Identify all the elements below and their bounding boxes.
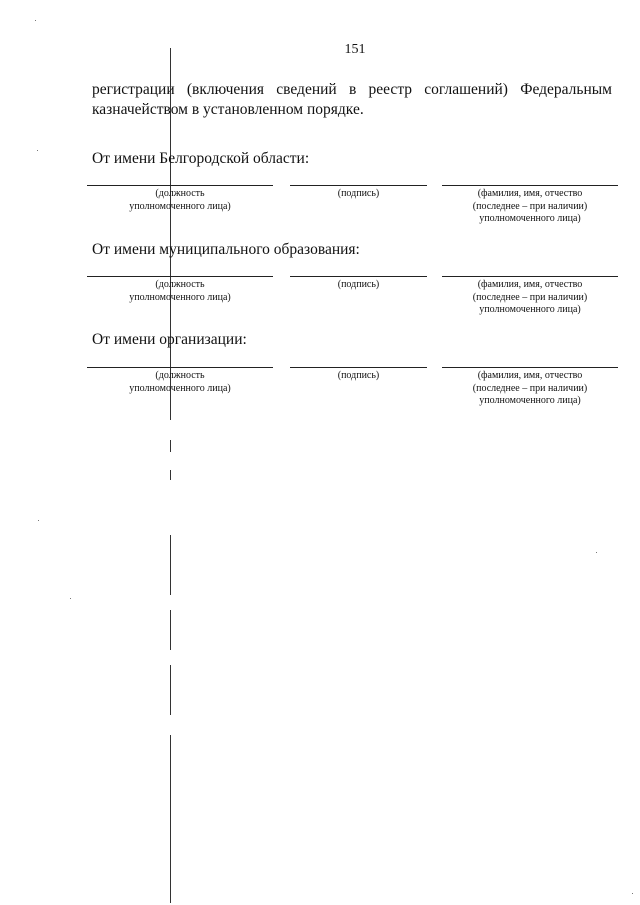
position-line <box>87 367 273 368</box>
signature-line <box>290 185 427 186</box>
caption-line: (подпись) <box>337 370 380 381</box>
position-caption <box>87 188 273 213</box>
scan-speck <box>632 893 633 894</box>
name-caption <box>442 188 618 226</box>
caption-line: (фамилия, имя, отчество <box>477 279 583 290</box>
signature-caption <box>290 370 427 383</box>
name-line <box>442 276 618 277</box>
caption-line: (фамилия, имя, отчество <box>477 188 583 199</box>
name-line <box>442 367 618 368</box>
caption-line: уполномоченного лица) <box>479 213 581 224</box>
caption-line: уполномоченного лица) <box>129 382 231 394</box>
caption-line: (последнее – при наличии) <box>472 291 588 303</box>
scan-speck <box>37 150 38 151</box>
position-line <box>87 276 273 277</box>
signature-caption <box>290 188 427 201</box>
signature-line <box>290 276 427 277</box>
position-line <box>87 185 273 186</box>
scan-speck <box>38 520 39 521</box>
signature-line <box>290 367 427 368</box>
name-caption <box>442 279 618 317</box>
section-heading-municipality: От имени муниципального образования: <box>92 241 360 258</box>
body-paragraph <box>92 80 612 120</box>
binding-line <box>170 610 171 650</box>
caption-line: (должность <box>155 279 205 290</box>
position-caption <box>87 370 273 395</box>
scan-speck <box>70 598 71 599</box>
caption-line: уполномоченного лица) <box>479 304 581 315</box>
binding-line <box>170 440 171 452</box>
caption-line: (подпись) <box>337 279 380 290</box>
name-line <box>442 185 618 186</box>
binding-line <box>170 535 171 595</box>
scan-speck <box>596 552 597 553</box>
binding-line <box>170 470 171 480</box>
caption-line: (последнее – при наличии) <box>472 382 588 394</box>
binding-line <box>170 665 171 715</box>
caption-line: (последнее – при наличии) <box>472 200 588 212</box>
page-number: 151 <box>344 42 366 57</box>
paragraph-line-1: регистрации (включения сведений в реестр соглашений) Федеральным <box>92 81 612 98</box>
position-caption <box>87 279 273 304</box>
paragraph-line-2: казначейством в установленном порядке. <box>92 101 364 118</box>
section-heading-region: От имени Белгородской области: <box>92 150 310 167</box>
caption-line: уполномоченного лица) <box>129 291 231 303</box>
scan-speck <box>35 20 36 21</box>
caption-line: (должность <box>155 370 205 381</box>
caption-line: (подпись) <box>337 188 380 199</box>
section-heading-organization: От имени организации: <box>92 331 247 348</box>
name-caption <box>442 370 618 408</box>
binding-line <box>170 735 171 903</box>
caption-line: (должность <box>155 188 205 199</box>
signature-caption <box>290 279 427 292</box>
caption-line: уполномоченного лица) <box>479 395 581 406</box>
caption-line: (фамилия, имя, отчество <box>477 370 583 381</box>
caption-line: уполномоченного лица) <box>129 200 231 212</box>
